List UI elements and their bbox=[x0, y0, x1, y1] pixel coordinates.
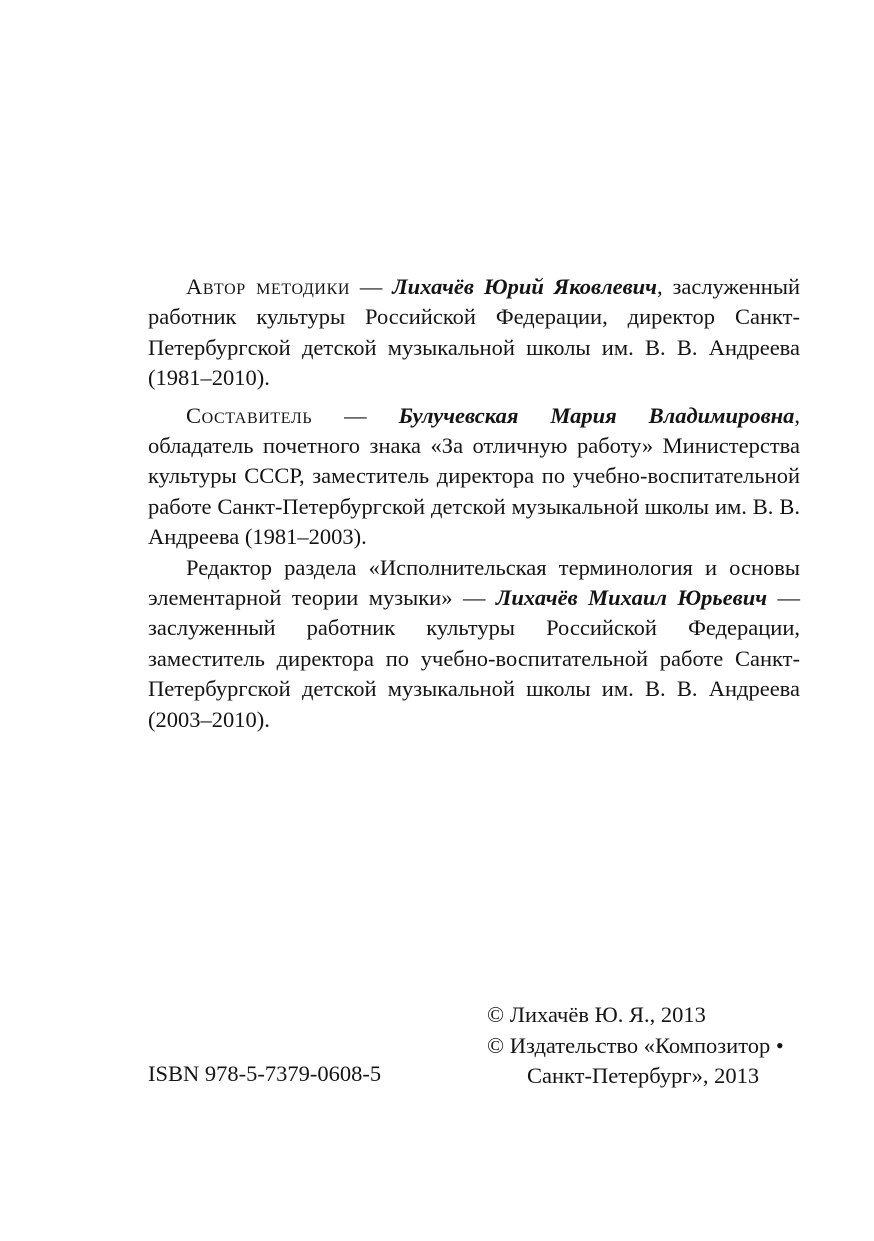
editor-lead: Редактор раздела «Исполнительская терминология и основы элементарной теории музыки» — bbox=[148, 554, 800, 611]
compiler-label: Составитель bbox=[186, 402, 313, 428]
credits-text-block bbox=[148, 272, 800, 735]
author-label: Автор методики bbox=[186, 274, 351, 299]
author-name: Лихачёв Юрий Яковлевич bbox=[392, 274, 657, 299]
copyright-publisher-line1: © Издательство «Композитор • bbox=[487, 1032, 784, 1058]
author-dash: — bbox=[350, 274, 393, 299]
paragraph-editor bbox=[148, 553, 800, 735]
author-description: , заслуженный работник культуры Российской Федерации, директор Санкт-Петербургской детской музыкальной школы им. В. В. Андреева (1981–2010). bbox=[148, 274, 800, 391]
paragraph-author bbox=[148, 272, 800, 394]
editor-name: Лихачёв Михаил Юрьевич bbox=[495, 585, 768, 611]
compiler-description: , обладатель почетного знака «За отличную работу» Министерства культуры СССР, заместитель директора по учебно-воспитательной работе Санкт-Петербургской детской музыкальной школы им. В. В. Андреева (1981–2003). bbox=[148, 402, 800, 550]
copyright-block bbox=[487, 1000, 784, 1092]
editor-description: — заслуженный работник культуры Российской Федерации, заместитель директора по учебно-воспитательной работе Санкт-Петербургской детской музыкальной школы им. В. В. Андреева (2003–2010). bbox=[148, 585, 801, 732]
paragraph-compiler bbox=[148, 401, 800, 553]
isbn-line: ISBN 978-5-7379-0608-5 bbox=[148, 1061, 382, 1086]
compiler-dash: — bbox=[312, 402, 399, 428]
copyright-publisher-line2: Санкт-Петербург», 2013 bbox=[527, 1063, 760, 1088]
copyright-author-line: © Лихачёв Ю. Я., 2013 bbox=[487, 1002, 706, 1027]
compiler-name: Булучевская Мария Владимировна bbox=[398, 402, 795, 428]
